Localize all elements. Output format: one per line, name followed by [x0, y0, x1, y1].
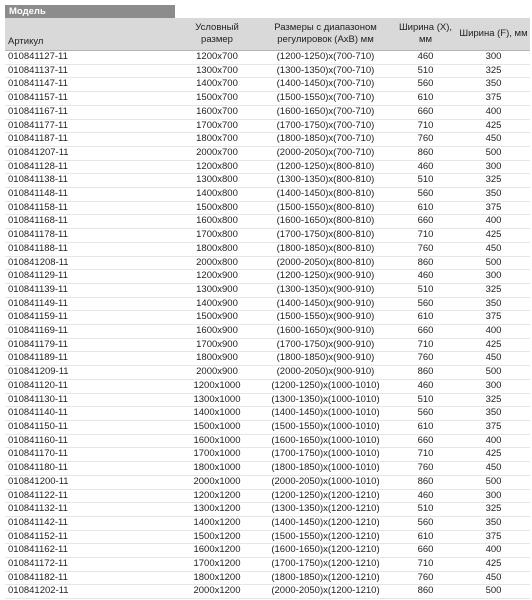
width-x-cell: 510 — [394, 283, 457, 297]
width-x-cell: 760 — [394, 242, 457, 256]
width-f-cell: 450 — [457, 352, 530, 366]
nominal-size-cell: 1400x900 — [177, 297, 257, 311]
spec-table — [5, 18, 530, 599]
width-f-cell: 425 — [457, 558, 530, 572]
nominal-size-cell: 1700x700 — [177, 119, 257, 133]
table-row — [5, 544, 530, 558]
width-f-cell: 500 — [457, 146, 530, 160]
adjust-range-cell: (1500-1550)x(800-810) — [257, 201, 394, 215]
adjust-range-cell: (1400-1450)x(700-710) — [257, 78, 394, 92]
article-cell: 010841207-11 — [5, 146, 177, 160]
article-cell: 010841162-11 — [5, 544, 177, 558]
width-x-cell: 460 — [394, 379, 457, 393]
table-row — [5, 78, 530, 92]
table-row — [5, 393, 530, 407]
adjust-range-cell: (1300-1350)x(900-910) — [257, 283, 394, 297]
width-f-cell: 300 — [457, 379, 530, 393]
table-row — [5, 51, 530, 65]
width-f-cell: 425 — [457, 448, 530, 462]
article-cell: 010841122-11 — [5, 489, 177, 503]
article-cell: 010841149-11 — [5, 297, 177, 311]
nominal-size-cell: 1200x1200 — [177, 489, 257, 503]
table-row — [5, 434, 530, 448]
article-cell: 010841142-11 — [5, 516, 177, 530]
table-row — [5, 201, 530, 215]
table-row — [5, 297, 530, 311]
adjust-range-cell: (1400-1450)x(1000-1010) — [257, 407, 394, 421]
width-x-cell: 560 — [394, 78, 457, 92]
width-x-cell: 710 — [394, 229, 457, 243]
width-f-cell: 400 — [457, 105, 530, 119]
article-cell: 010841140-11 — [5, 407, 177, 421]
adjust-range-cell: (1600-1650)x(900-910) — [257, 325, 394, 339]
adjust-range-cell: (1400-1450)x(800-810) — [257, 188, 394, 202]
table-row — [5, 146, 530, 160]
nominal-size-cell: 1400x1200 — [177, 516, 257, 530]
adjust-range-cell: (1300-1350)x(800-810) — [257, 174, 394, 188]
width-x-cell: 560 — [394, 188, 457, 202]
article-cell: 010841129-11 — [5, 270, 177, 284]
adjust-range-cell: (1600-1650)x(1000-1010) — [257, 434, 394, 448]
nominal-size-cell: 1800x900 — [177, 352, 257, 366]
width-x-cell: 510 — [394, 64, 457, 78]
article-cell: 010841200-11 — [5, 475, 177, 489]
article-cell: 010841132-11 — [5, 503, 177, 517]
table-row — [5, 270, 530, 284]
nominal-size-cell: 1400x1000 — [177, 407, 257, 421]
nominal-size-cell: 1800x1000 — [177, 462, 257, 476]
width-x-cell: 610 — [394, 530, 457, 544]
adjust-range-cell: (1600-1650)x(700-710) — [257, 105, 394, 119]
header-article: Артикул — [5, 18, 177, 51]
width-x-cell: 610 — [394, 201, 457, 215]
width-x-cell: 610 — [394, 311, 457, 325]
nominal-size-cell: 1400x800 — [177, 188, 257, 202]
adjust-range-cell: (1500-1550)x(700-710) — [257, 92, 394, 106]
table-row — [5, 530, 530, 544]
adjust-range-cell: (1700-1750)x(700-710) — [257, 119, 394, 133]
adjust-range-cell: (1800-1850)x(1200-1210) — [257, 571, 394, 585]
nominal-size-cell: 1300x800 — [177, 174, 257, 188]
width-f-cell: 450 — [457, 133, 530, 147]
adjust-range-cell: (1300-1350)x(1000-1010) — [257, 393, 394, 407]
width-x-cell: 760 — [394, 571, 457, 585]
table-row — [5, 462, 530, 476]
adjust-range-cell: (1200-1250)x(700-710) — [257, 51, 394, 65]
width-f-cell: 500 — [457, 366, 530, 380]
width-f-cell: 450 — [457, 242, 530, 256]
width-f-cell: 300 — [457, 51, 530, 65]
article-cell: 010841167-11 — [5, 105, 177, 119]
adjust-range-cell: (2000-2050)x(700-710) — [257, 146, 394, 160]
nominal-size-cell: 1300x1200 — [177, 503, 257, 517]
width-x-cell: 760 — [394, 352, 457, 366]
adjust-range-cell: (1800-1850)x(900-910) — [257, 352, 394, 366]
width-f-cell: 325 — [457, 503, 530, 517]
width-x-cell: 860 — [394, 146, 457, 160]
nominal-size-cell: 1200x1000 — [177, 379, 257, 393]
width-x-cell: 660 — [394, 325, 457, 339]
article-cell: 010841202-11 — [5, 585, 177, 599]
article-cell: 010841158-11 — [5, 201, 177, 215]
width-x-cell: 760 — [394, 462, 457, 476]
width-x-cell: 660 — [394, 215, 457, 229]
width-f-cell: 350 — [457, 516, 530, 530]
table-row — [5, 64, 530, 78]
article-cell: 010841180-11 — [5, 462, 177, 476]
article-cell: 010841152-11 — [5, 530, 177, 544]
nominal-size-cell: 1500x1200 — [177, 530, 257, 544]
adjust-range-cell: (1200-1250)x(1000-1010) — [257, 379, 394, 393]
width-f-cell: 400 — [457, 434, 530, 448]
table-row — [5, 133, 530, 147]
article-cell: 010841120-11 — [5, 379, 177, 393]
table-row — [5, 379, 530, 393]
width-x-cell: 560 — [394, 516, 457, 530]
nominal-size-cell: 1700x1000 — [177, 448, 257, 462]
nominal-size-cell: 1500x900 — [177, 311, 257, 325]
table-row — [5, 325, 530, 339]
table-row — [5, 242, 530, 256]
table-row — [5, 229, 530, 243]
adjust-range-cell: (1700-1750)x(1000-1010) — [257, 448, 394, 462]
width-x-cell: 510 — [394, 174, 457, 188]
width-x-cell: 710 — [394, 119, 457, 133]
table-row — [5, 489, 530, 503]
table-row — [5, 585, 530, 599]
article-cell: 010841139-11 — [5, 283, 177, 297]
nominal-size-cell: 2000x900 — [177, 366, 257, 380]
nominal-size-cell: 1300x700 — [177, 64, 257, 78]
width-f-cell: 375 — [457, 92, 530, 106]
nominal-size-cell: 2000x700 — [177, 146, 257, 160]
adjust-range-cell: (1800-1850)x(1000-1010) — [257, 462, 394, 476]
nominal-size-cell: 1800x700 — [177, 133, 257, 147]
nominal-size-cell: 1600x700 — [177, 105, 257, 119]
adjust-range-cell: (1500-1550)x(1000-1010) — [257, 420, 394, 434]
adjust-range-cell: (1700-1750)x(1200-1210) — [257, 558, 394, 572]
article-cell: 010841128-11 — [5, 160, 177, 174]
width-x-cell: 510 — [394, 393, 457, 407]
adjust-range-cell: (1500-1550)x(1200-1210) — [257, 530, 394, 544]
adjust-range-cell: (1700-1750)x(800-810) — [257, 229, 394, 243]
width-f-cell: 400 — [457, 325, 530, 339]
width-x-cell: 660 — [394, 544, 457, 558]
width-f-cell: 450 — [457, 571, 530, 585]
adjust-range-cell: (2000-2050)x(800-810) — [257, 256, 394, 270]
table-row — [5, 256, 530, 270]
width-f-cell: 350 — [457, 188, 530, 202]
nominal-size-cell: 1200x700 — [177, 51, 257, 65]
nominal-size-cell: 1700x1200 — [177, 558, 257, 572]
nominal-size-cell: 2000x1000 — [177, 475, 257, 489]
article-cell: 010841147-11 — [5, 78, 177, 92]
width-f-cell: 500 — [457, 475, 530, 489]
article-cell: 010841170-11 — [5, 448, 177, 462]
width-x-cell: 760 — [394, 133, 457, 147]
article-cell: 010841130-11 — [5, 393, 177, 407]
table-row — [5, 407, 530, 421]
width-f-cell: 500 — [457, 256, 530, 270]
table-row — [5, 215, 530, 229]
nominal-size-cell: 1700x800 — [177, 229, 257, 243]
table-row — [5, 366, 530, 380]
header-adjust-range: Размеры с диапазоном регулировок (AxB) мм — [257, 18, 394, 51]
width-x-cell: 660 — [394, 105, 457, 119]
width-f-cell: 375 — [457, 311, 530, 325]
nominal-size-cell: 1600x1000 — [177, 434, 257, 448]
width-f-cell: 325 — [457, 174, 530, 188]
article-cell: 010841208-11 — [5, 256, 177, 270]
width-x-cell: 660 — [394, 434, 457, 448]
article-cell: 010841179-11 — [5, 338, 177, 352]
nominal-size-cell: 1200x900 — [177, 270, 257, 284]
article-cell: 010841209-11 — [5, 366, 177, 380]
nominal-size-cell: 1200x800 — [177, 160, 257, 174]
article-cell: 010841148-11 — [5, 188, 177, 202]
nominal-size-cell: 1500x1000 — [177, 420, 257, 434]
table-row — [5, 283, 530, 297]
width-f-cell: 375 — [457, 201, 530, 215]
header-width-x: Ширина (X), мм — [394, 18, 457, 51]
article-cell: 010841127-11 — [5, 51, 177, 65]
table-body — [5, 51, 530, 599]
nominal-size-cell: 1600x800 — [177, 215, 257, 229]
header-nominal-size: Условный размер — [177, 18, 257, 51]
width-f-cell: 425 — [457, 119, 530, 133]
table-row — [5, 188, 530, 202]
table-row — [5, 475, 530, 489]
table-row — [5, 571, 530, 585]
article-cell: 010841172-11 — [5, 558, 177, 572]
table-row — [5, 420, 530, 434]
article-cell: 010841138-11 — [5, 174, 177, 188]
nominal-size-cell: 1800x800 — [177, 242, 257, 256]
width-x-cell: 860 — [394, 585, 457, 599]
table-row — [5, 338, 530, 352]
nominal-size-cell: 1400x700 — [177, 78, 257, 92]
width-x-cell: 460 — [394, 51, 457, 65]
adjust-range-cell: (1500-1550)x(900-910) — [257, 311, 394, 325]
width-x-cell: 860 — [394, 475, 457, 489]
nominal-size-cell: 1500x700 — [177, 92, 257, 106]
width-x-cell: 610 — [394, 92, 457, 106]
adjust-range-cell: (1700-1750)x(900-910) — [257, 338, 394, 352]
adjust-range-cell: (1300-1350)x(1200-1210) — [257, 503, 394, 517]
nominal-size-cell: 1700x900 — [177, 338, 257, 352]
width-x-cell: 860 — [394, 366, 457, 380]
model-tab-label: Модель — [5, 5, 175, 18]
width-x-cell: 460 — [394, 270, 457, 284]
width-f-cell: 350 — [457, 297, 530, 311]
adjust-range-cell: (1600-1650)x(800-810) — [257, 215, 394, 229]
article-cell: 010841137-11 — [5, 64, 177, 78]
table-row — [5, 516, 530, 530]
width-x-cell: 710 — [394, 448, 457, 462]
adjust-range-cell: (2000-2050)x(900-910) — [257, 366, 394, 380]
header-width-f: Ширина (F), мм — [457, 18, 530, 51]
width-f-cell: 350 — [457, 78, 530, 92]
width-f-cell: 375 — [457, 530, 530, 544]
adjust-range-cell: (2000-2050)x(1000-1010) — [257, 475, 394, 489]
nominal-size-cell: 1300x1000 — [177, 393, 257, 407]
width-f-cell: 300 — [457, 160, 530, 174]
adjust-range-cell: (1300-1350)x(700-710) — [257, 64, 394, 78]
article-cell: 010841169-11 — [5, 325, 177, 339]
width-f-cell: 325 — [457, 393, 530, 407]
article-cell: 010841189-11 — [5, 352, 177, 366]
width-f-cell: 500 — [457, 585, 530, 599]
table-row — [5, 352, 530, 366]
width-f-cell: 325 — [457, 283, 530, 297]
table-row — [5, 160, 530, 174]
nominal-size-cell: 2000x800 — [177, 256, 257, 270]
width-f-cell: 375 — [457, 420, 530, 434]
adjust-range-cell: (1200-1250)x(800-810) — [257, 160, 394, 174]
article-cell: 010841182-11 — [5, 571, 177, 585]
article-cell: 010841157-11 — [5, 92, 177, 106]
nominal-size-cell: 1800x1200 — [177, 571, 257, 585]
article-cell: 010841177-11 — [5, 119, 177, 133]
adjust-range-cell: (2000-2050)x(1200-1210) — [257, 585, 394, 599]
table-row — [5, 503, 530, 517]
table-row — [5, 311, 530, 325]
width-f-cell: 325 — [457, 64, 530, 78]
nominal-size-cell: 1500x800 — [177, 201, 257, 215]
table-row — [5, 92, 530, 106]
adjust-range-cell: (1800-1850)x(800-810) — [257, 242, 394, 256]
width-x-cell: 460 — [394, 489, 457, 503]
article-cell: 010841188-11 — [5, 242, 177, 256]
width-f-cell: 300 — [457, 489, 530, 503]
width-f-cell: 450 — [457, 462, 530, 476]
width-f-cell: 425 — [457, 229, 530, 243]
width-f-cell: 350 — [457, 407, 530, 421]
width-x-cell: 860 — [394, 256, 457, 270]
adjust-range-cell: (1600-1650)x(1200-1210) — [257, 544, 394, 558]
width-x-cell: 460 — [394, 160, 457, 174]
table-row — [5, 174, 530, 188]
nominal-size-cell: 1300x900 — [177, 283, 257, 297]
width-x-cell: 510 — [394, 503, 457, 517]
table-header-row — [5, 18, 530, 51]
width-f-cell: 425 — [457, 338, 530, 352]
table-row — [5, 119, 530, 133]
adjust-range-cell: (1200-1250)x(1200-1210) — [257, 489, 394, 503]
width-x-cell: 560 — [394, 407, 457, 421]
spec-table-container — [5, 5, 530, 599]
width-f-cell: 400 — [457, 544, 530, 558]
article-cell: 010841159-11 — [5, 311, 177, 325]
adjust-range-cell: (1400-1450)x(900-910) — [257, 297, 394, 311]
article-cell: 010841168-11 — [5, 215, 177, 229]
adjust-range-cell: (1800-1850)x(700-710) — [257, 133, 394, 147]
width-x-cell: 710 — [394, 558, 457, 572]
width-x-cell: 610 — [394, 420, 457, 434]
article-cell: 010841160-11 — [5, 434, 177, 448]
table-row — [5, 105, 530, 119]
nominal-size-cell: 1600x1200 — [177, 544, 257, 558]
article-cell: 010841178-11 — [5, 229, 177, 243]
adjust-range-cell: (1400-1450)x(1200-1210) — [257, 516, 394, 530]
adjust-range-cell: (1200-1250)x(900-910) — [257, 270, 394, 284]
nominal-size-cell: 1600x900 — [177, 325, 257, 339]
table-row — [5, 558, 530, 572]
width-f-cell: 300 — [457, 270, 530, 284]
width-x-cell: 560 — [394, 297, 457, 311]
article-cell: 010841150-11 — [5, 420, 177, 434]
width-f-cell: 400 — [457, 215, 530, 229]
width-x-cell: 710 — [394, 338, 457, 352]
article-cell: 010841187-11 — [5, 133, 177, 147]
table-row — [5, 448, 530, 462]
nominal-size-cell: 2000x1200 — [177, 585, 257, 599]
